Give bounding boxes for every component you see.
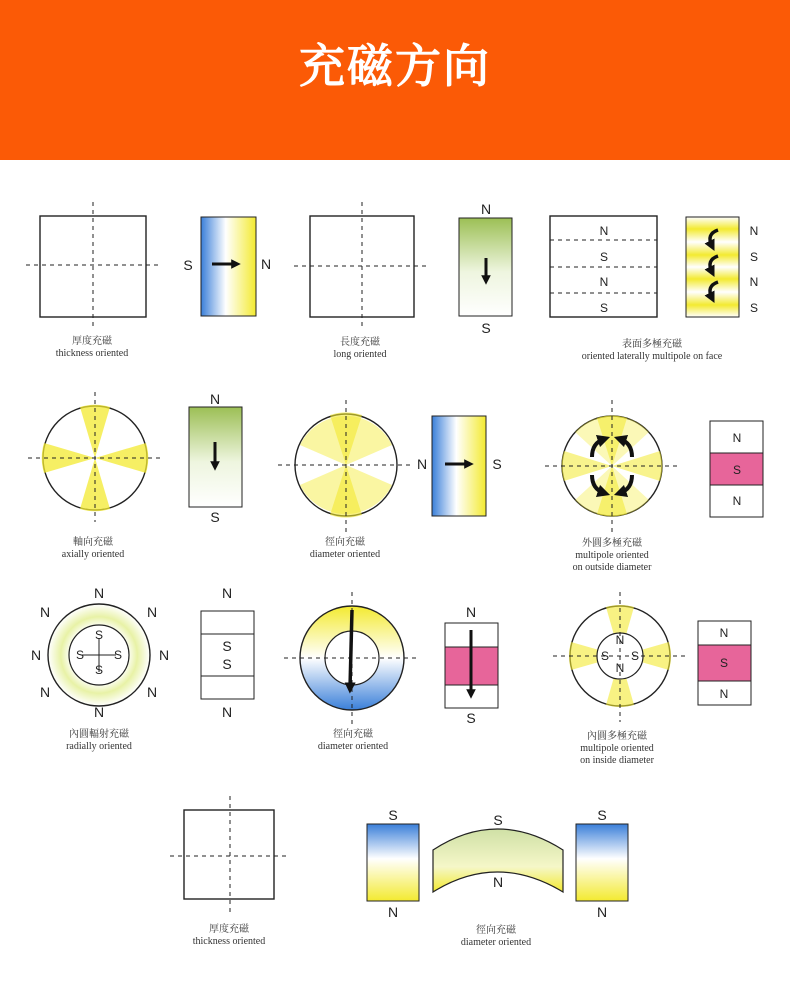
- pole-label-s: S: [222, 638, 232, 654]
- caption-multipole-outside-cn: 外圓多極充磁: [582, 538, 642, 549]
- axial-bar: [189, 407, 242, 507]
- pole-label-n: N: [209, 391, 221, 407]
- pole-label-s: S: [75, 648, 85, 662]
- pole-label-n: N: [480, 201, 492, 217]
- diameter-ring: [284, 592, 420, 724]
- diameter-ring-bar: [445, 623, 498, 708]
- pole-label-n: N: [387, 904, 399, 920]
- pole-label-n: N: [719, 626, 729, 640]
- caption-lateral-cn: 表面多極充磁: [622, 339, 682, 350]
- caption-multipole-inside-en1: multipole oriented: [580, 743, 654, 754]
- caption-diameter-ring-cn: 徑向充磁: [333, 729, 373, 740]
- pole-label-s: S: [732, 463, 742, 477]
- page-title: 充磁方向: [299, 39, 491, 93]
- pole-label-s: S: [222, 656, 232, 672]
- pole-label-n: N: [599, 224, 609, 238]
- caption-diameter-cn: 徑向充磁: [325, 537, 365, 548]
- caption-diameter-arc-en: diameter oriented: [460, 937, 532, 948]
- pole-label-s: S: [597, 807, 607, 823]
- caption-thickness2-en: thickness oriented: [192, 936, 266, 947]
- pole-label-s: S: [493, 812, 503, 828]
- thickness-square: [26, 202, 160, 330]
- pole-label-s: S: [749, 301, 759, 315]
- caption-thickness2-cn: 厚度充磁: [209, 924, 249, 935]
- arc-left-bar: [367, 824, 419, 901]
- thickness-bar: [201, 217, 256, 316]
- pole-label-n: N: [30, 647, 42, 663]
- long-bar: [459, 218, 512, 316]
- pole-label-s: S: [481, 320, 491, 336]
- caption-thickness-cn: 厚度充磁: [72, 336, 112, 347]
- caption-multipole-outside-en2: on outside diameter: [572, 562, 652, 573]
- caption-radial-cn: 內圓輻射充磁: [69, 729, 129, 740]
- diameter-disc: [278, 400, 414, 532]
- caption-multipole-inside-en2: on inside diameter: [580, 755, 654, 766]
- pole-label-n: N: [93, 704, 105, 720]
- pole-label-n: N: [158, 647, 170, 663]
- pole-label-s: S: [749, 250, 759, 264]
- pole-label-s: S: [600, 649, 610, 663]
- caption-multipole-outside-en1: multipole oriented: [575, 550, 649, 561]
- axial-disc: [28, 392, 162, 522]
- pole-label-n: N: [615, 633, 625, 647]
- pole-label-n: N: [749, 275, 759, 289]
- caption-long-en: long oriented: [333, 349, 387, 360]
- pole-label-n: N: [260, 256, 272, 272]
- pole-label-n: N: [146, 684, 158, 700]
- lateral-multipole-bar: [686, 217, 739, 317]
- pole-label-n: N: [39, 604, 51, 620]
- header-banner: [0, 0, 790, 160]
- thickness-square-2: [170, 796, 288, 912]
- pole-label-n: N: [596, 904, 608, 920]
- long-square: [294, 202, 430, 330]
- caption-multipole-inside-cn: 內圓多極充磁: [587, 731, 647, 742]
- pole-label-n: N: [749, 224, 759, 238]
- pole-label-n: N: [732, 494, 742, 508]
- pole-label-s: S: [210, 509, 220, 525]
- pole-label-n: N: [465, 604, 477, 620]
- multipole-inside-ring: [553, 592, 688, 722]
- pole-label-s: S: [94, 628, 104, 642]
- pole-label-n: N: [416, 456, 428, 472]
- pole-label-s: S: [719, 656, 729, 670]
- pole-label-s: S: [388, 807, 398, 823]
- pole-label-n: N: [599, 275, 609, 289]
- caption-long-cn: 長度充磁: [340, 337, 380, 348]
- pole-label-s: S: [466, 710, 476, 726]
- pole-label-n: N: [732, 431, 742, 445]
- caption-radial-en: radially oriented: [66, 741, 132, 752]
- pole-label-s: S: [599, 250, 609, 264]
- pole-label-s: S: [113, 648, 123, 662]
- pole-label-n: N: [39, 684, 51, 700]
- caption-lateral-en: oriented laterally multipole on face: [581, 351, 723, 362]
- radial-bar: [201, 611, 254, 699]
- pole-label-n: N: [221, 704, 233, 720]
- pole-label-n: N: [719, 687, 729, 701]
- caption-thickness-en: thickness oriented: [55, 348, 129, 359]
- caption-diameter-ring-en: diameter oriented: [317, 741, 389, 752]
- pole-label-s: S: [183, 257, 193, 273]
- caption-diameter-en: diameter oriented: [309, 549, 381, 560]
- caption-diameter-arc-cn: 徑向充磁: [476, 925, 516, 936]
- pole-label-n: N: [492, 874, 504, 890]
- pole-label-s: S: [630, 649, 640, 663]
- caption-axial-en: axially oriented: [61, 549, 125, 560]
- pole-label-s: S: [94, 663, 104, 677]
- pole-label-n: N: [146, 604, 158, 620]
- magnetization-diagram: [0, 160, 790, 985]
- pole-label-n: N: [221, 585, 233, 601]
- multipole-outside-disc: [545, 400, 680, 532]
- radial-ring: [48, 604, 150, 706]
- diameter-bar: [432, 416, 486, 516]
- arc-right-bar: [576, 824, 628, 901]
- pole-label-n: N: [93, 585, 105, 601]
- pole-label-s: S: [599, 301, 609, 315]
- caption-axial-cn: 軸向充磁: [73, 537, 113, 548]
- pole-label-s: S: [492, 456, 502, 472]
- pole-label-n: N: [615, 661, 625, 675]
